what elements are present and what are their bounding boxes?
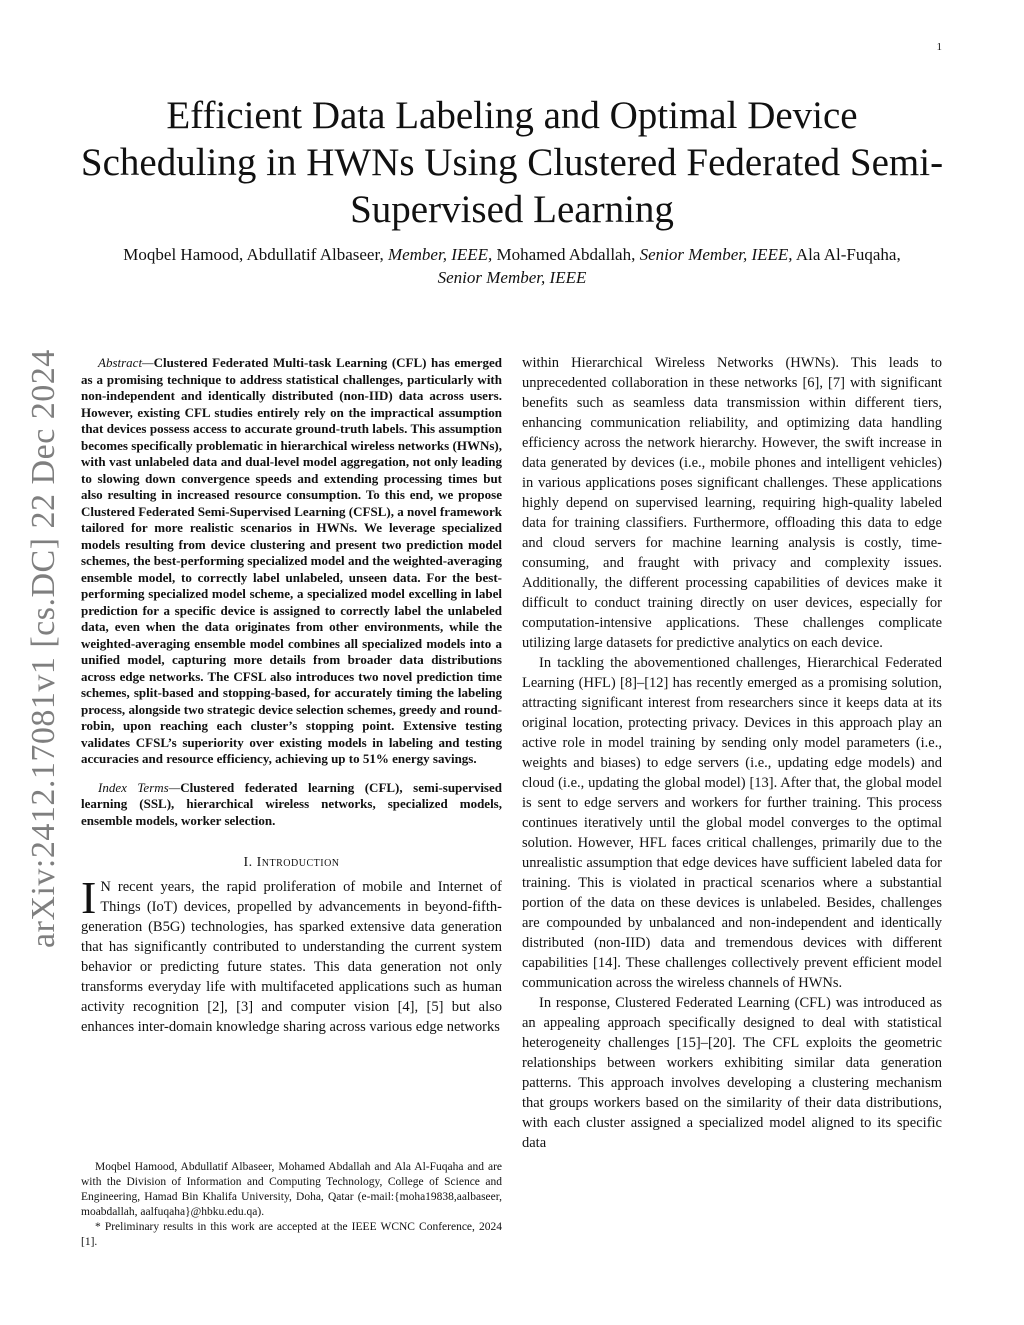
intro-paragraph-1-text: N recent years, the rapid proliferation of mobile and Internet of Things (IoT) devices, propelled by advancements in beyond-fifth-generation (B5G) technologies, has sparked extensive data generation that has significantly contributed to understanding the current system behavior or predicting future states. This data generation not only transforms everyday life with multifaceted applications such as human activity recognition [2], [3] and computer vision [4], [5] but also enhances inter-domain knowledge sharing across various edge networks xyxy=(81,879,502,1035)
section-number: I. xyxy=(243,855,253,870)
section-heading xyxy=(81,855,502,871)
right-column xyxy=(522,353,942,1153)
section-title: Introduction xyxy=(256,855,340,870)
footnotes xyxy=(81,1160,502,1250)
author-group-2: Mohamed Abdallah, xyxy=(496,245,636,264)
intro-paragraph-2: In tackling the abovementioned challenges, Hierarchical Federated Learning (HFL) [8]–[12] has recently emerged as a promising solution, attracting significant interest from researchers since it keeps data at its original location, protecting privacy. Devices in this approach play an active role in model training by sending only model parameters (i.e., weights and biases) to edge servers (i.e., updating edge models) and cloud (i.e., updating the global model) [13]. After that, the global model is sent to edge servers and workers for further training. This process continues iteratively until the global model converges to the optimal solution. However, HFL faces critical challenges, primarily due to the unrealistic assumption that edge devices have sufficient labeled data for training. This is violated in practical scenarios where a substantial portion of the data on these devices is unlabeled. Besides, challenges are compounded by unbalanced and non-independent and identically distributed (non-IID) data and tremendous devices with different capabilities [14]. These challenges collectively prevent efficient model communication across the wireless channels of HWNs. xyxy=(522,655,942,991)
page-number: 1 xyxy=(936,41,942,53)
affiliation-footnote: Moqbel Hamood, Abdullatif Albaseer, Mohamed Abdallah and Ala Al-Fuqaha and are with the Division of Information and Computing Technology, College of Science and Engineering, Hamad Bin Khalifa University, Doha, Qatar (e-mail:{moha19838,aalbaseer, moabdallah, aalfuqaha}@hbku.edu.qa). xyxy=(81,1161,502,1218)
index-terms-label: Index Terms— xyxy=(98,779,181,795)
drop-cap: I xyxy=(81,872,97,923)
preliminary-footnote: * Preliminary results in this work are accepted at the IEEE WCNC Conference, 2024 [1]. xyxy=(81,1221,502,1248)
paper-title: Efficient Data Labeling and Optimal Device Scheduling in HWNs Using Clustered Federated Semi-Supervised Learning xyxy=(80,94,944,231)
index-terms xyxy=(81,780,502,830)
abstract-label: Abstract— xyxy=(98,355,154,370)
author-role-2: Senior Member, IEEE, xyxy=(639,245,793,264)
author-role-3: Senior Member, IEEE xyxy=(437,268,587,287)
author-list xyxy=(110,243,914,289)
intro-paragraph-1 xyxy=(81,872,502,1037)
left-column xyxy=(81,355,502,1037)
intro-paragraph-1-continued: within Hierarchical Wireless Networks (HWNs). This leads to unprecedented collaboration in these networks [6], [7] with significant benefits such as seamless data transmission within different tiers, enhancing communication reliability, and optimizing data handling efficiency across the network hierarchy. However, the swift increase in data generated by devices (i.e., mobile phones and intelligent vehicles) in various applications poses significant challenges. These applications highly depend on supervised learning, requiring high-quality labeled data for training classifiers. Furthermore, offloading this data to edge and cloud servers for machine learning analysis is costly, time-consuming, and fraught with privacy and complexity issues. Additionally, the different processing capabilities of devices make it difficult to conduct training directly on user devices, especially for computation-intensive applications. These challenges complicate utilizing large datasets for predictive analytics on each device. xyxy=(522,355,942,651)
intro-paragraph-3: In response, Clustered Federated Learning (CFL) was introduced as an appealing approach specifically designed to deal with statistical heterogeneity challenges [15]–[20]. The CFL exploits the geometric relationships between workers exhibiting similar data generation patterns. This approach involves developing a clustering mechanism that groups workers based on the similarity of their data distributions, with each cluster assigned a specialized model aligned to its specific data xyxy=(522,995,942,1151)
index-terms-text: Clustered federated learning (CFL), semi-supervised learning (SSL), hierarchical wireless networks, specialized models, ensemble models, worker selection. xyxy=(81,779,502,828)
abstract xyxy=(81,355,502,768)
abstract-text: Clustered Federated Multi-task Learning (CFL) has emerged as a promising technique to address statistical challenges, particularly with non-independent and identically distributed (non-IID) data across users. However, existing CFL studies entirely rely on the impractical assumption that devices possess access to accurate ground-truth labels. This assumption becomes specifically problematic in hierarchical wireless networks (HWNs), with vast unlabeled data and dual-level model aggregation, not only leading to slowing down convergence speeds and extending processing times but also resulting in increased resource consumption. To this end, we propose Clustered Federated Semi-Supervised Learning (CFSL), a novel framework tailored for more realistic scenarios in HWNs. We leverage specialized models resulting from device clustering and present two prediction model schemes, the best-performing specialized model and the weighted-averaging ensemble model, to correctly label unlabeled, unseen data. For the best-performing specialized model scheme, a specialized model excelling in label prediction for a specific device is assigned to correctly label the unlabeled data, even when the data originates from other environments, while the weighted-averaging ensemble model combines all specialized models into a unified model, capturing more details from broader data distributions across edge networks. The CFSL also introduces two novel prediction time schemes, split-based and stopping-based, for accurately timing the labeling process, alongside two strategic device selection schemes, greedy and round-robin, upon reaching each cluster’s stopping point. Extensive testing validates CFSL’s superiority over existing models in labeling and testing accuracies and resource efficiency, achieving up to 51% energy savings. xyxy=(81,355,502,766)
author-group-3: Ala Al-Fuqaha, xyxy=(795,245,901,264)
author-role-1: Member, IEEE, xyxy=(387,245,493,264)
arxiv-identifier[interactable]: arXiv:2412.17081v1 [cs.DC] 22 Dec 2024 xyxy=(25,349,62,948)
author-group-1: Moqbel Hamood, Abdullatif Albaseer, xyxy=(123,245,384,264)
